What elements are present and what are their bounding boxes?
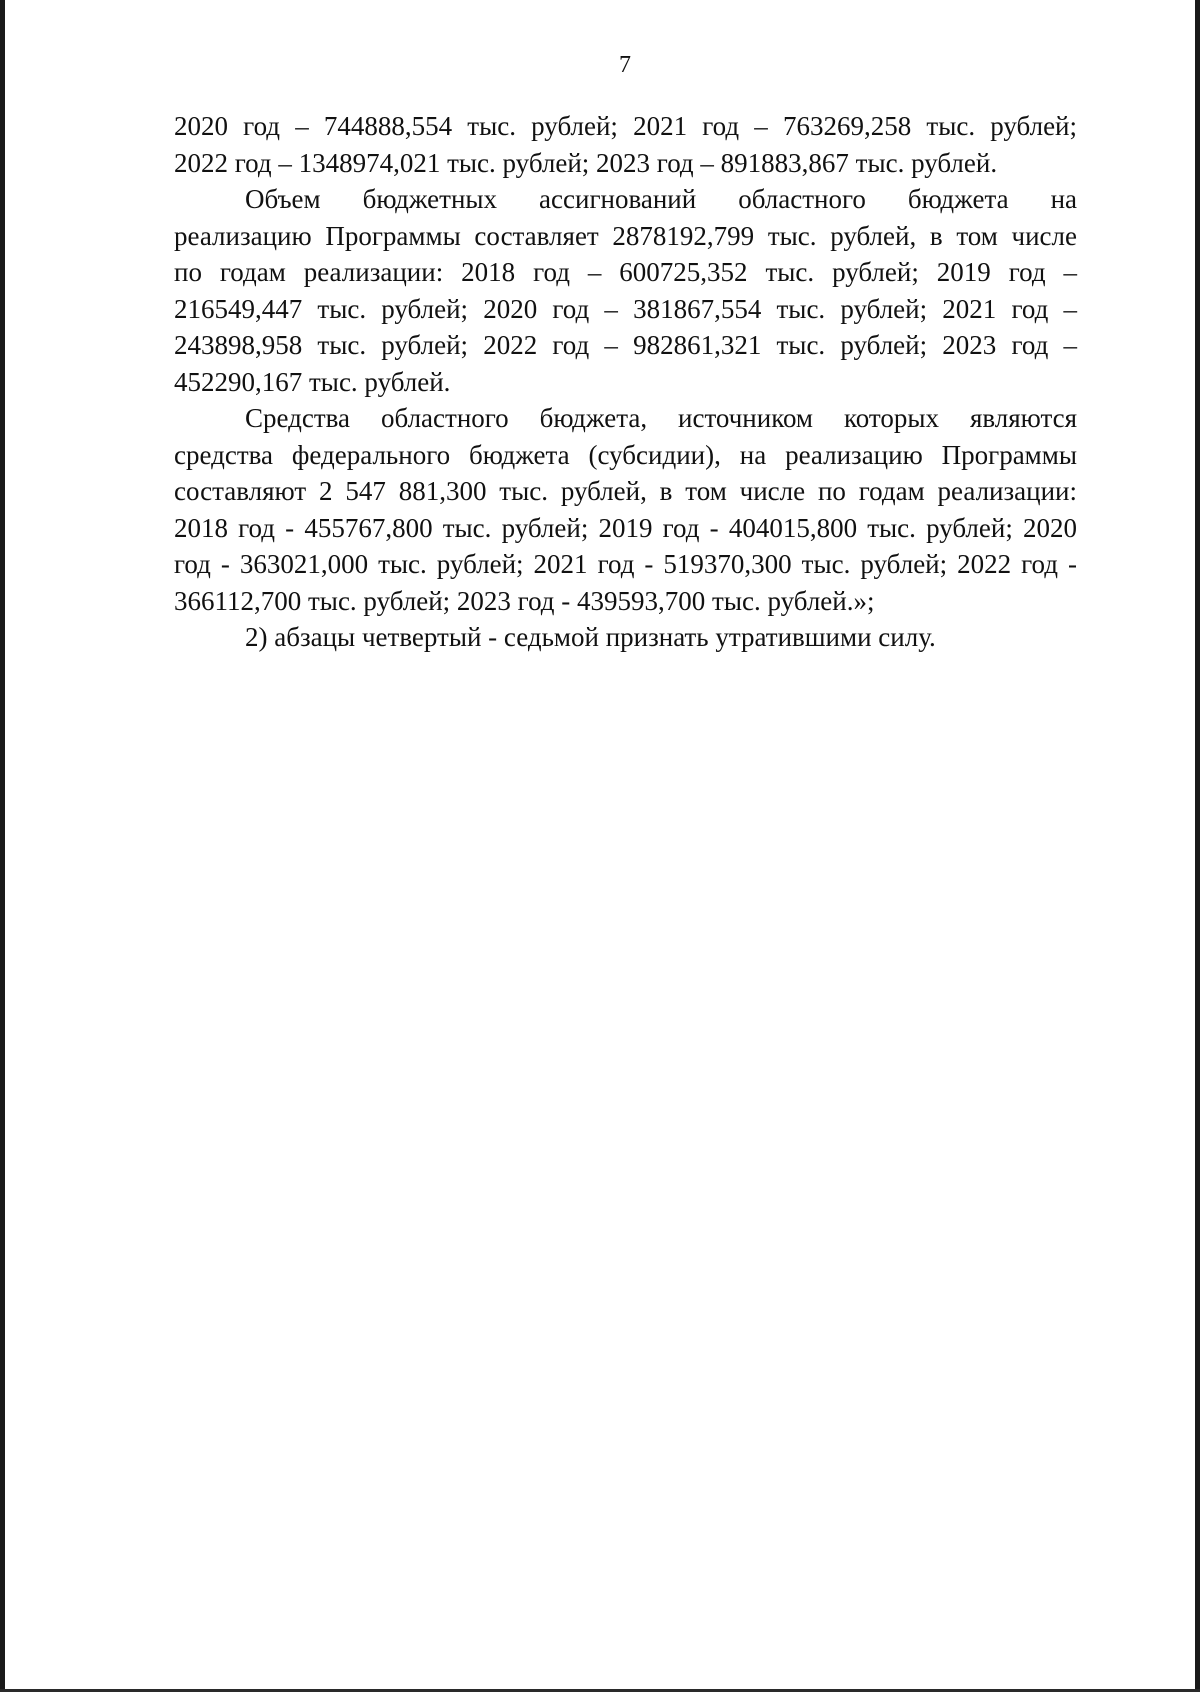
document-body [174, 108, 1077, 656]
text-line: Объем бюджетных ассигнований областного бюджета на [245, 184, 1077, 214]
text-line: Средства областного бюджета, источником которых являются [245, 403, 1077, 433]
scan-edge-right [1195, 0, 1200, 1692]
text-line: составляют 2 547 881,300 тыс. рублей, в том числе по годам реализации: [174, 476, 1077, 506]
paragraph-regional-budget [174, 181, 1077, 400]
text-line: 2018 год - 455767,800 тыс. рублей; 2019 год - 404015,800 тыс. рублей; 2020 [174, 512, 1077, 543]
page-number: 7 [619, 52, 631, 78]
paragraph-federal-subsidies [174, 400, 1077, 619]
text-line: 243898,958 тыс. рублей; 2022 год – 982861,321 тыс. рублей; 2023 год – [174, 330, 1077, 360]
text-line: реализацию Программы составляет 2878192,799 тыс. рублей, в том числе [174, 220, 1077, 251]
text-line: 2) абзацы четвертый - седьмой признать утратившими силу. [245, 622, 936, 652]
scan-edge-left [0, 0, 5, 1692]
text-line: средства федерального бюджета (субсидии), на реализацию Программы [174, 439, 1077, 470]
text-line: 2020 год – 744888,554 тыс. рублей; 2021 год – 763269,258 тыс. рублей; [174, 111, 1077, 141]
text-line: 366112,700 тыс. рублей; 2023 год - 439593,700 тыс. рублей.»; [174, 585, 875, 616]
text-line: 2022 год – 1348974,021 тыс. рублей; 2023 год – 891883,867 тыс. рублей. [174, 147, 998, 178]
text-line: 216549,447 тыс. рублей; 2020 год – 381867,554 тыс. рублей; 2021 год – [174, 293, 1077, 324]
text-line: год - 363021,000 тыс. рублей; 2021 год - 519370,300 тыс. рублей; 2022 год - [174, 549, 1077, 579]
paragraph-budget-continuation [174, 108, 1077, 181]
text-line: 452290,167 тыс. рублей. [174, 366, 451, 397]
text-line: по годам реализации: 2018 год – 600725,352 тыс. рублей; 2019 год – [174, 257, 1077, 287]
paragraph-amendment-item-2 [174, 619, 1077, 656]
